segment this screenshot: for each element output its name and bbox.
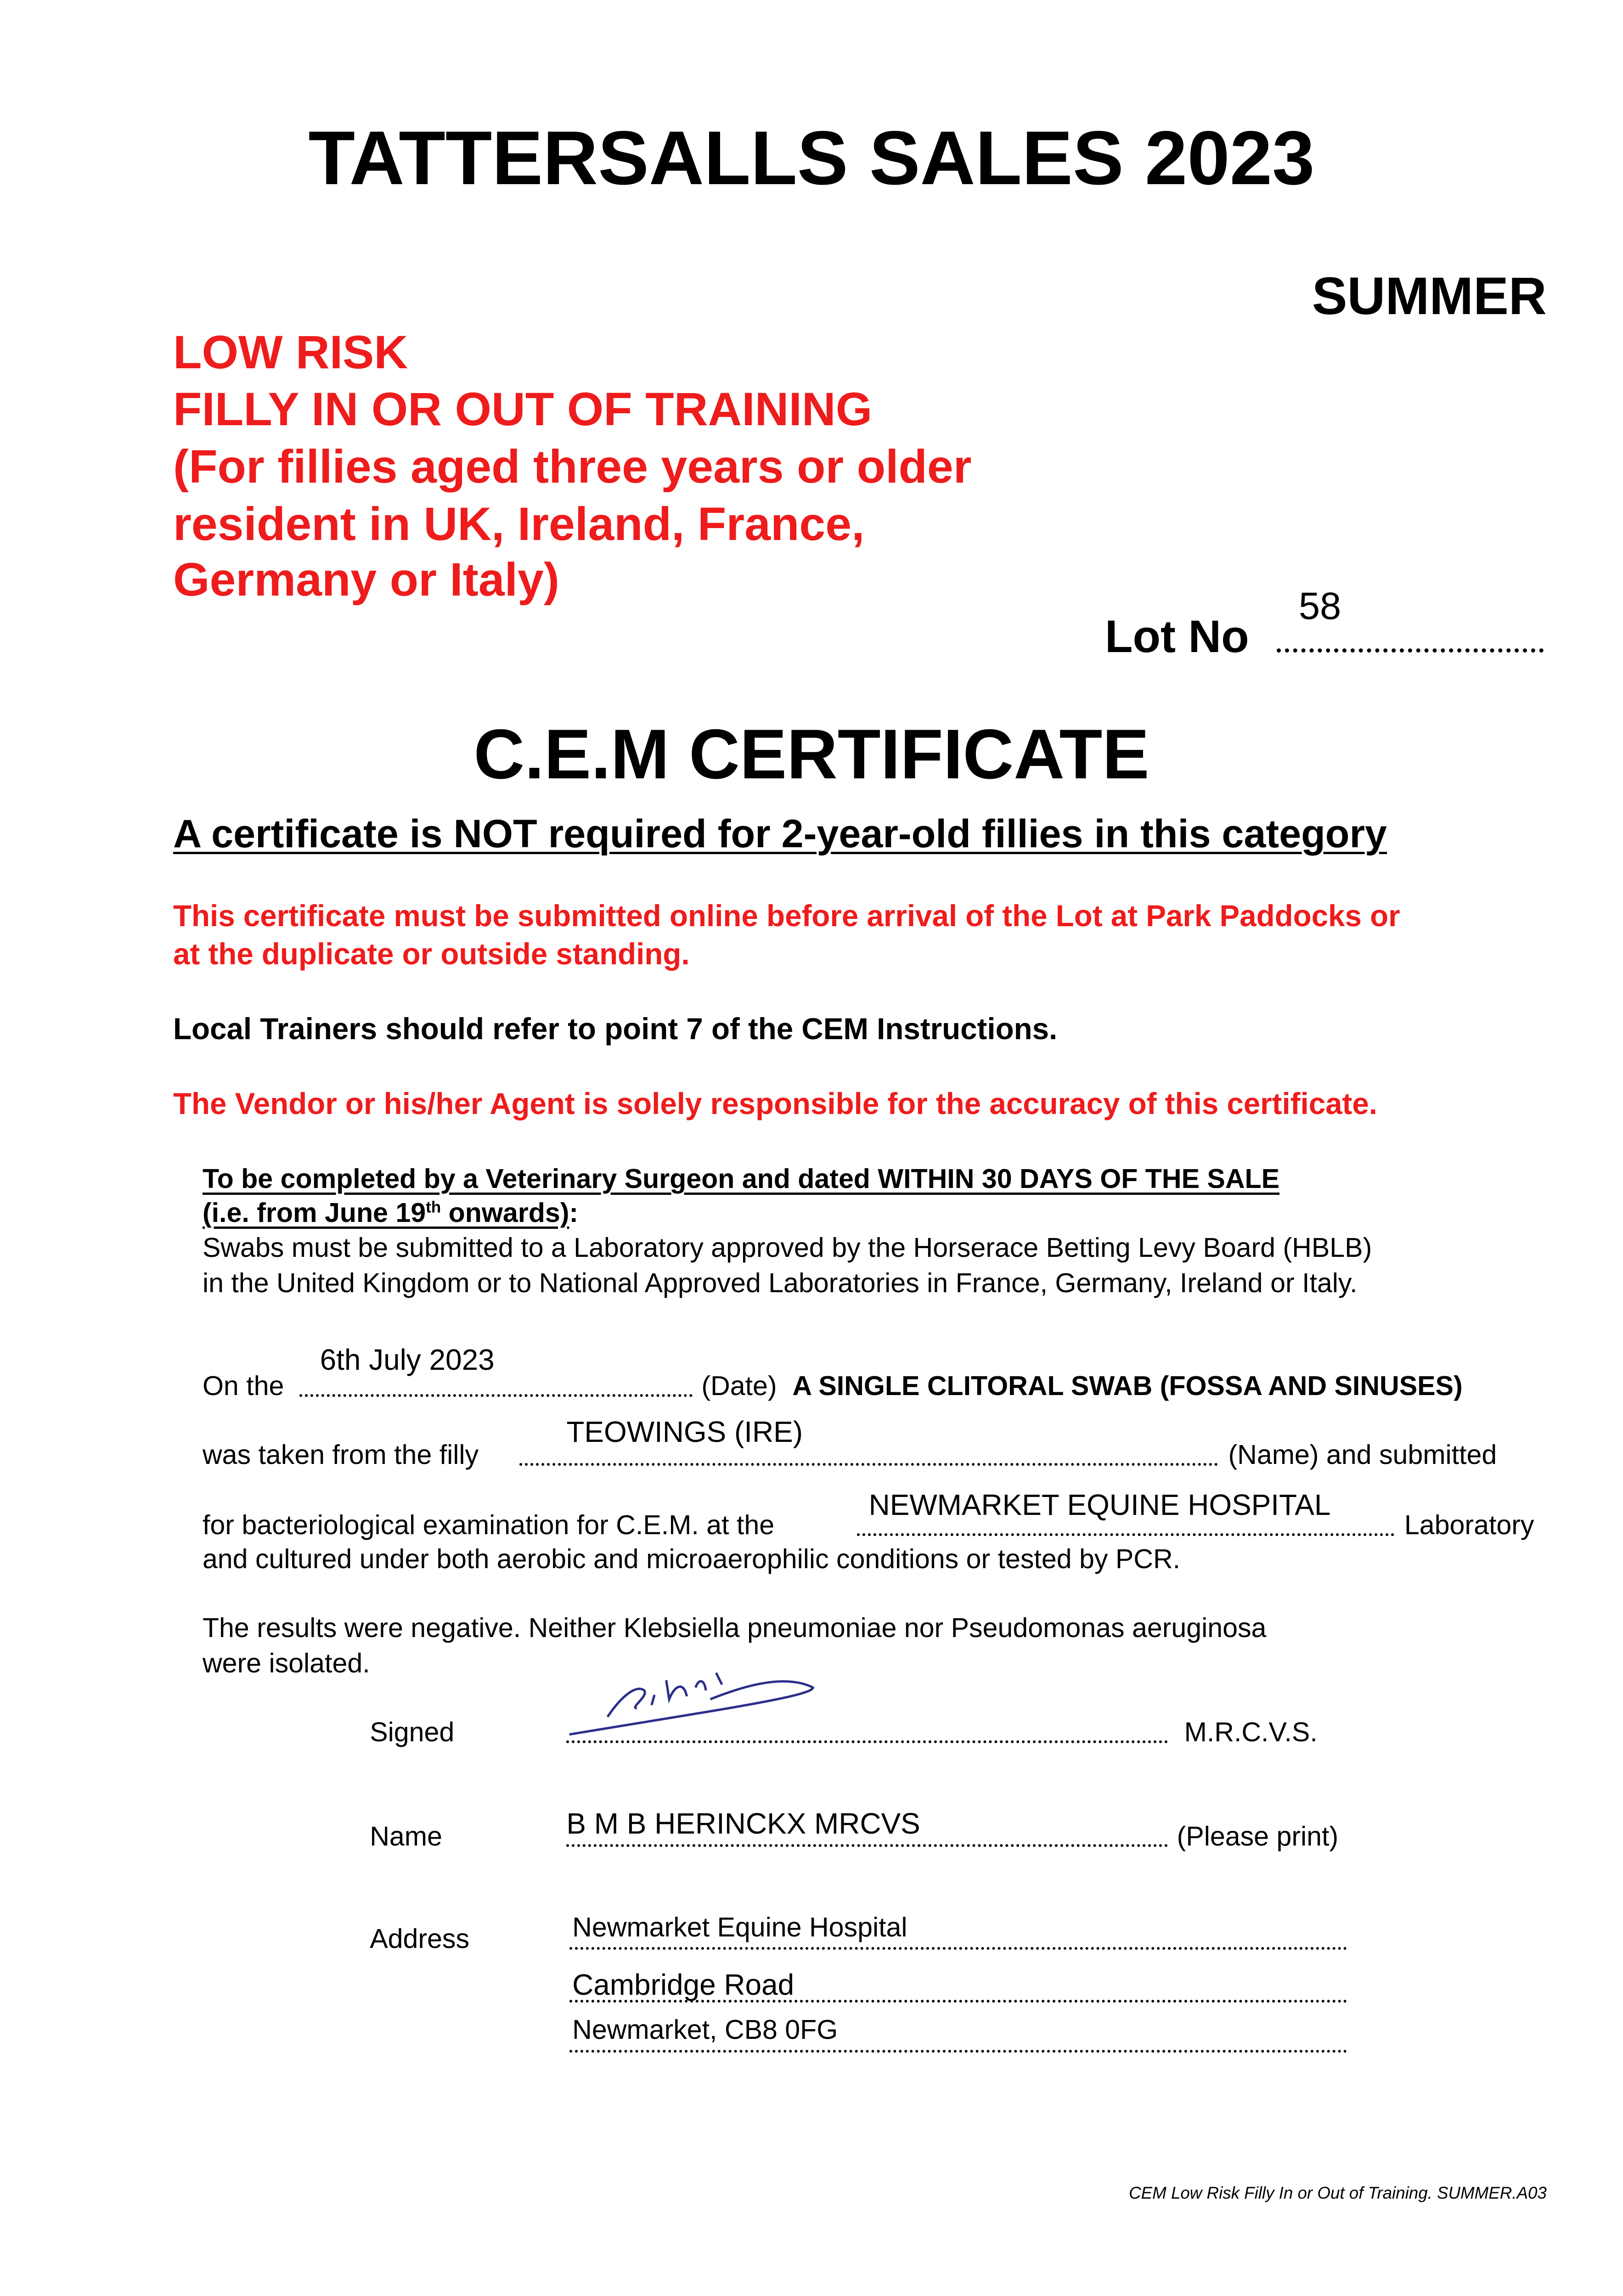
certificate-title: C.E.M CERTIFICATE bbox=[473, 714, 1150, 793]
name-submitted-label: (Name) and submitted bbox=[1228, 1439, 1497, 1470]
mrcvs-label: M.R.C.V.S. bbox=[1184, 1716, 1318, 1747]
signed-label: Signed bbox=[370, 1716, 455, 1747]
exam-label: for bacteriological examination for C.E.M. at the bbox=[202, 1509, 775, 1541]
vendor-notice: The Vendor or his/her Agent is solely responsible for the accuracy of this certificate. bbox=[173, 1086, 1377, 1120]
name-label: Name bbox=[370, 1820, 442, 1851]
swabs-text: Swabs must be submitted to a Laboratory approved by the Horserace Betting Levy Board (HBLB) bbox=[202, 1232, 1372, 1263]
dates-text bbox=[203, 1197, 569, 1228]
taken-from-label: was taken from the filly bbox=[202, 1439, 479, 1470]
document-title: TATTERSALLS SALES 2023 bbox=[308, 116, 1315, 201]
date-value[interactable]: 6th July 2023 bbox=[320, 1343, 495, 1377]
name-dots bbox=[566, 1844, 1168, 1847]
lab-dots bbox=[857, 1533, 1394, 1536]
cultured-text: and cultured under both aerobic and microaerophilic conditions or tested by PCR. bbox=[202, 1543, 1181, 1574]
please-print-label: (Please print) bbox=[1177, 1820, 1339, 1851]
address-dots bbox=[569, 2050, 1347, 2053]
results-text: The results were negative. Neither Klebsiella pneumoniae nor Pseudomonas aeruginosa bbox=[202, 1612, 1267, 1643]
swab-type: A SINGLE CLITORAL SWAB (FOSSA AND SINUSES) bbox=[792, 1370, 1463, 1401]
dates-post: onwards) bbox=[441, 1197, 569, 1228]
address-line[interactable]: Cambridge Road bbox=[572, 1968, 795, 2002]
lot-label: Lot No bbox=[1105, 610, 1249, 662]
submit-notice: This certificate must be submitted online before arrival of the Lot at Park Paddocks or bbox=[173, 899, 1400, 933]
results-text: were isolated. bbox=[202, 1647, 370, 1678]
signature-image bbox=[564, 1658, 828, 1746]
dates-colon: : bbox=[569, 1197, 579, 1228]
category-line: LOW RISK bbox=[173, 325, 408, 378]
lot-dots bbox=[1277, 648, 1544, 653]
submit-notice: at the duplicate or outside standing. bbox=[173, 937, 690, 971]
on-the-label: On the bbox=[202, 1370, 284, 1401]
category-line: resident in UK, Ireland, France, bbox=[173, 497, 865, 550]
laboratory-label: Laboratory bbox=[1404, 1509, 1534, 1541]
category-line: Germany or Italy) bbox=[173, 553, 559, 606]
address-line[interactable]: Newmarket Equine Hospital bbox=[572, 1911, 907, 1942]
sale-name: SUMMER bbox=[1312, 266, 1547, 326]
filly-dots bbox=[519, 1463, 1218, 1466]
date-label: (Date) bbox=[701, 1370, 777, 1401]
lot-number: 58 bbox=[1298, 585, 1341, 628]
dates-pre: (i.e. from June 19 bbox=[202, 1197, 426, 1228]
swabs-text: in the United Kingdom or to National Approved Laboratories in France, Germany, Ireland or Italy. bbox=[202, 1267, 1358, 1298]
address-label: Address bbox=[370, 1923, 470, 1954]
vet-name[interactable]: B M B HERINCKX MRCVS bbox=[566, 1806, 920, 1840]
lab-name[interactable]: NEWMARKET EQUINE HOSPITAL bbox=[868, 1488, 1331, 1522]
local-trainers-notice: Local Trainers should refer to point 7 of the CEM Instructions. bbox=[173, 1012, 1058, 1046]
category-line: FILLY IN OR OUT OF TRAINING bbox=[173, 383, 873, 436]
date-dots bbox=[299, 1394, 693, 1397]
dates-sup: th bbox=[426, 1198, 441, 1216]
footer-reference: CEM Low Risk Filly In or Out of Training. SUMMER.A03 bbox=[1129, 2183, 1547, 2202]
filly-name[interactable]: TEOWINGS (IRE) bbox=[566, 1415, 803, 1448]
address-dots bbox=[569, 1947, 1347, 1950]
vet-heading-dates bbox=[203, 1199, 578, 1226]
category-line: (For fillies aged three years or older bbox=[173, 439, 972, 493]
not-required-notice: A certificate is NOT required for 2-year-old fillies in this category bbox=[173, 812, 1387, 856]
address-line[interactable]: Newmarket, CB8 0FG bbox=[572, 2014, 838, 2045]
vet-heading: To be completed by a Veterinary Surgeon and dated WITHIN 30 DAYS OF THE SALE bbox=[202, 1163, 1280, 1194]
